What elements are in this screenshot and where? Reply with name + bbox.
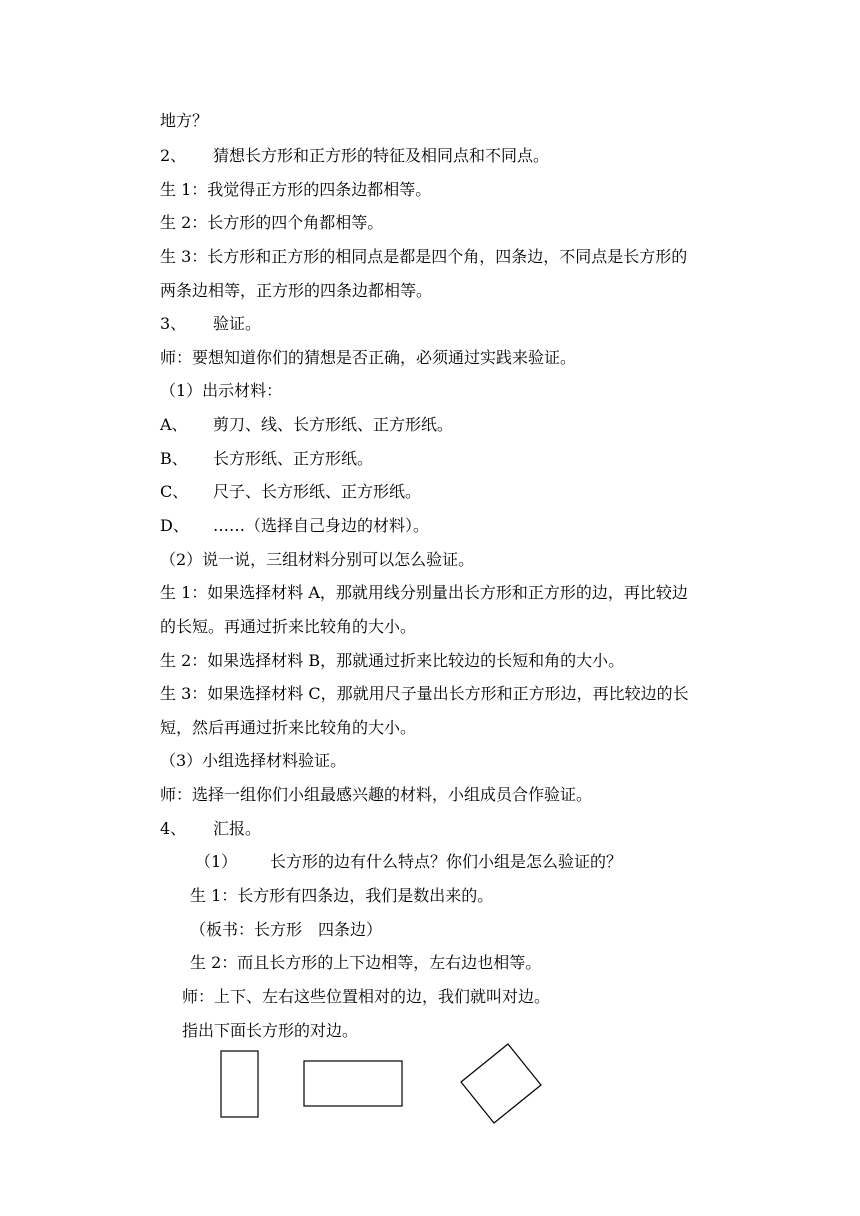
line-number: 4、 (160, 819, 187, 838)
line-number: D、 (160, 516, 189, 535)
line-number: 2、 (160, 146, 187, 165)
line-number: B、 (160, 449, 188, 468)
text-line: 生 2：长方形的四个角都相等。 (160, 213, 384, 232)
text-line: （1）出示材料： (160, 381, 283, 400)
text-line: 的长短。再通过折来比较角的大小。 (160, 617, 417, 636)
wide-rectangle-shape (304, 1061, 402, 1106)
numbered-line: 3、 验证。 (160, 314, 262, 333)
line-number: 3、 (160, 314, 187, 333)
text-line: 短，然后再通过折来比较角的大小。 (160, 718, 417, 737)
line-number: C、 (160, 482, 189, 501)
text-line: 师：要想知道你们的猜想是否正确，必须通过实践来验证。 (160, 348, 577, 367)
text-line: 两条边相等，正方形的四条边都相等。 (160, 281, 433, 300)
text-line: 生 2：而且长方形的上下边相等，左右边也相等。 (190, 953, 542, 972)
numbered-line: A、 剪刀、线、长方形纸、正方形纸。 (160, 415, 454, 434)
text-line: 生 2：如果选择材料 B，那就通过折来比较边的长短和角的大小。 (160, 651, 625, 670)
text-line: （2）说一说，三组材料分别可以怎么验证。 (160, 550, 475, 569)
text-line: 指出下面长方形的对边。 (182, 1021, 359, 1040)
numbered-line: C、 尺子、长方形纸、正方形纸。 (160, 482, 422, 501)
rectangles-figure (0, 1035, 860, 1135)
numbered-line: D、 ……（选择自己身边的材料）。 (160, 516, 430, 535)
numbered-line: 4、 汇报。 (160, 819, 262, 838)
text-line: 生 1：我觉得正方形的四条边都相等。 (160, 180, 432, 199)
tall-rectangle-shape (221, 1051, 258, 1117)
rotated-rectangle-shape (461, 1044, 541, 1123)
text-line: 生 3：如果选择材料 C，那就用尺子量出长方形和正方形边，再比较边的长 (160, 684, 689, 703)
text-line: 生 1：如果选择材料 A，那就用线分别量出长方形和正方形的边，再比较边 (160, 583, 688, 602)
text-line: 地方？ (160, 111, 209, 130)
text-line: 生 1：长方形有四条边，我们是数出来的。 (190, 886, 494, 905)
line-number: A、 (160, 415, 188, 434)
numbered-line: 2、 猜想长方形和正方形的特征及相同点和不同点。 (160, 146, 550, 165)
line-number: （1） (195, 852, 238, 871)
text-line: 生 3：长方形和正方形的相同点是都是四个角，四条边，不同点是长方形的 (160, 247, 688, 266)
text-line: （板书：长方形 四条边） (190, 920, 383, 939)
numbered-line: B、 长方形纸、正方形纸。 (160, 449, 374, 468)
text-line: （3）小组选择材料验证。 (160, 751, 347, 770)
text-line: 师：选择一组你们小组最感兴趣的材料，小组成员合作验证。 (160, 785, 593, 804)
text-line: 师：上下、左右这些位置相对的边，我们就叫对边。 (182, 987, 551, 1006)
numbered-line: （1） 长方形的边有什么特点？你们小组是怎么验证的？ (195, 852, 623, 871)
